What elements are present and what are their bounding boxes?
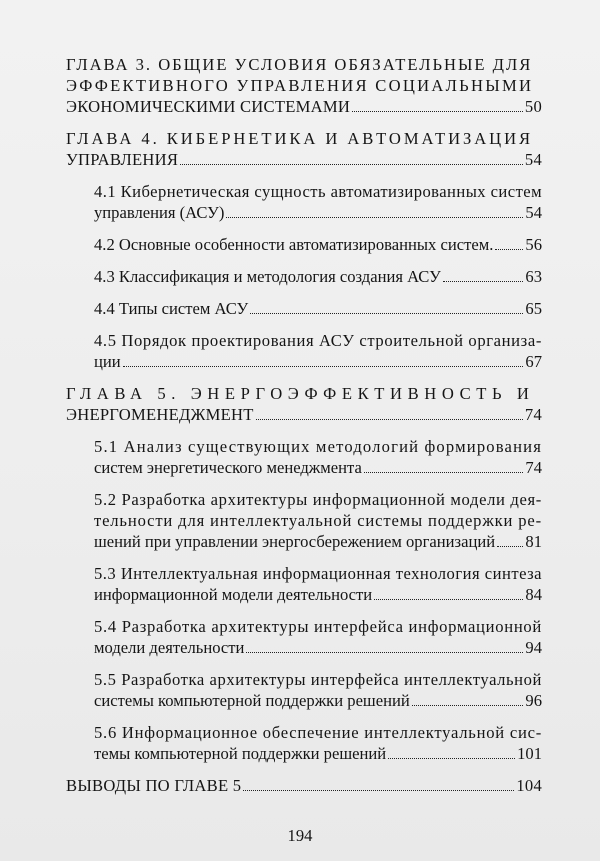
toc-entry — [66, 775, 542, 796]
toc-entry — [66, 669, 542, 711]
toc-page-number: 104 — [516, 776, 542, 795]
toc-entry-last-line — [94, 234, 542, 255]
toc-entry-title: УПРАВЛЕНИЯ — [66, 150, 179, 169]
toc-entry-last-line — [94, 266, 542, 287]
toc-entry-last-line — [94, 637, 542, 658]
toc-entry — [66, 722, 542, 764]
toc-entry-last-line — [94, 690, 542, 711]
toc-entry-line: 5.3 Интеллектуальная информационная технология синтеза — [94, 564, 543, 583]
toc-entry-line: 5.2 Разработка архитектуры информационной модели дея- — [94, 490, 542, 509]
table-of-contents — [66, 54, 542, 807]
toc-entry-title: управления (АСУ) — [94, 203, 225, 222]
dot-leader — [243, 790, 514, 791]
toc-entry-title: ции — [94, 352, 121, 371]
toc-page-number: 54 — [524, 150, 542, 169]
toc-entry-last-line — [66, 775, 542, 796]
dot-leader — [412, 705, 524, 706]
toc-entry-line: тельности для интеллектуальной системы поддержки ре- — [94, 511, 542, 530]
dot-leader — [374, 599, 523, 600]
dot-leader — [443, 281, 524, 282]
toc-entry-line: 5.6 Информационное обеспечение интеллектуальной сис- — [94, 723, 542, 742]
toc-entry-title: 4.2 Основные особенности автоматизированных систем. — [94, 235, 494, 254]
dot-leader — [364, 472, 524, 473]
dot-leader — [256, 419, 523, 420]
toc-page-number: 81 — [525, 532, 542, 551]
toc-entry-title: 4.4 Типы систем АСУ — [94, 299, 249, 318]
dot-leader — [180, 164, 523, 165]
toc-entry — [66, 234, 542, 255]
toc-entry — [66, 436, 542, 478]
toc-page-number: 56 — [525, 235, 542, 254]
toc-page-number: 63 — [525, 267, 542, 286]
toc-entry-last-line — [66, 149, 542, 170]
toc-entry-title: 4.3 Классификация и методология создания АСУ — [94, 267, 441, 286]
toc-entry — [66, 298, 542, 319]
toc-entry-title: системы компьютерной поддержки решений — [94, 691, 410, 710]
toc-entry-line: ГЛАВА 3. ОБЩИЕ УСЛОВИЯ ОБЯЗАТЕЛЬНЫЕ ДЛЯ — [66, 55, 533, 74]
toc-entry-title: ЭКОНОМИЧЕСКИМИ СИСТЕМАМИ — [66, 97, 351, 116]
toc-entry-line: ГЛАВА 5. ЭНЕРГОЭФФЕКТИВНОСТЬ И — [66, 384, 535, 403]
toc-entry-title: модели деятельности — [94, 638, 245, 657]
dot-leader — [123, 366, 524, 367]
toc-page-number: 65 — [525, 299, 542, 318]
toc-entry — [66, 616, 542, 658]
toc-entry — [66, 266, 542, 287]
toc-entry — [66, 489, 542, 552]
toc-page-number: 101 — [517, 744, 542, 763]
toc-entry-last-line — [94, 202, 542, 223]
toc-page-number: 54 — [525, 203, 542, 222]
dot-leader — [495, 249, 523, 250]
toc-entry-title: ВЫВОДЫ ПО ГЛАВЕ 5 — [66, 776, 242, 795]
toc-entry-last-line — [94, 298, 542, 319]
toc-entry-title: шений при управлении энергосбережением организаций — [94, 532, 496, 551]
dot-leader — [250, 313, 523, 314]
toc-entry-title: ЭНЕРГОМЕНЕДЖМЕНТ — [66, 405, 254, 424]
toc-entry-last-line — [94, 584, 542, 605]
toc-page-number: 96 — [525, 691, 542, 710]
toc-entry-last-line — [94, 531, 542, 552]
toc-entry-line: ЭФФЕКТИВНОГО УПРАВЛЕНИЯ СОЦИАЛЬНЫМИ — [66, 76, 534, 95]
toc-entry-last-line — [66, 96, 542, 117]
toc-entry-title: систем энергетического менеджмента — [94, 458, 362, 477]
toc-entry-line: 5.4 Разработка архитектуры интерфейса информационной — [94, 617, 542, 636]
toc-entry — [66, 383, 542, 425]
toc-page-number: 74 — [524, 405, 542, 424]
dot-leader — [226, 217, 523, 218]
toc-entry-title: информационной модели деятельности — [94, 585, 373, 604]
toc-entry-title: темы компьютерной поддержки решений — [94, 744, 387, 763]
toc-page-number: 74 — [525, 458, 542, 477]
toc-entry-last-line — [94, 743, 542, 764]
toc-entry — [66, 330, 542, 372]
toc-entry-line: ГЛАВА 4. КИБЕРНЕТИКА И АВТОМАТИЗАЦИЯ — [66, 129, 534, 148]
toc-entry-last-line — [94, 457, 542, 478]
toc-page-number: 67 — [525, 352, 542, 371]
dot-leader — [497, 546, 523, 547]
toc-entry-line: 4.1 Кибернетическая сущность автоматизированных систем — [94, 182, 543, 201]
dot-leader — [352, 111, 523, 112]
toc-entry-line: 5.5 Разработка архитектуры интерфейса интеллектуальной — [94, 670, 542, 689]
toc-entry-line: 5.1 Анализ существующих методологий формирования — [94, 437, 542, 456]
toc-page-number: 50 — [524, 97, 542, 116]
toc-page-number: 84 — [525, 585, 542, 604]
toc-page-number: 94 — [525, 638, 542, 657]
toc-entry-last-line — [66, 404, 542, 425]
toc-entry — [66, 128, 542, 170]
toc-entry — [66, 181, 542, 223]
toc-entry — [66, 54, 542, 117]
page-number: 194 — [287, 826, 313, 845]
toc-entry — [66, 563, 542, 605]
toc-entry-last-line — [94, 351, 542, 372]
dot-leader — [246, 652, 523, 653]
dot-leader — [388, 758, 515, 759]
toc-entry-line: 4.5 Порядок проектирования АСУ строительной организа- — [94, 331, 542, 350]
